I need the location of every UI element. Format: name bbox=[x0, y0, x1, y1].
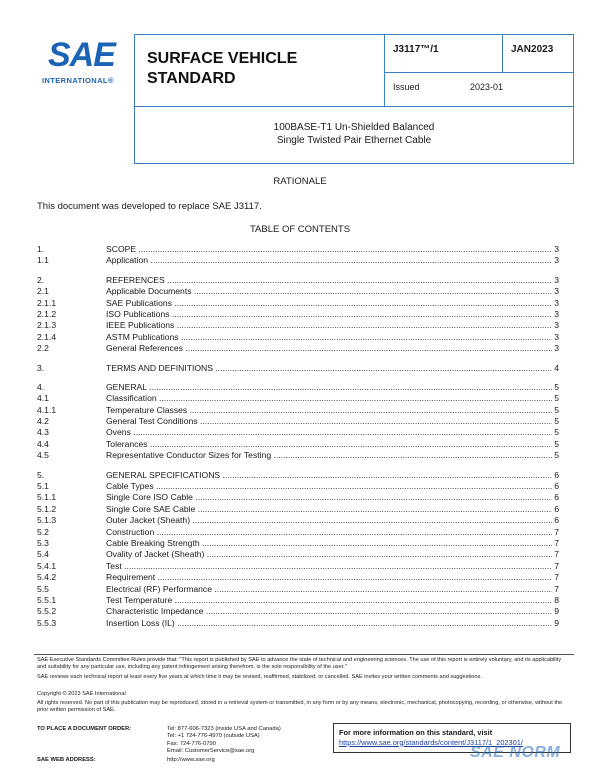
toc-entry-label: Electrical (RF) Performance ..... bbox=[106, 584, 553, 595]
toc-entry[interactable] bbox=[37, 320, 559, 331]
toc-entry-number: 4.5 bbox=[37, 450, 49, 461]
toc-heading: TABLE OF CONTENTS bbox=[249, 224, 351, 235]
toc-entry[interactable] bbox=[37, 584, 559, 595]
toc-entry-page: 6 bbox=[554, 492, 559, 503]
watermark-logo: SAE NORM bbox=[470, 744, 561, 761]
toc-entry-number: 4.1.1 bbox=[37, 404, 57, 415]
toc-entry[interactable] bbox=[37, 332, 559, 343]
toc-entry-page: 6 bbox=[554, 503, 559, 514]
toc-entry[interactable] bbox=[37, 363, 559, 374]
toc-entry-number: 2.2 bbox=[37, 343, 49, 354]
toc-entry[interactable] bbox=[37, 538, 559, 549]
toc-entry-page: 5 bbox=[554, 450, 559, 461]
toc-entry-label: IEEE Publications ..... bbox=[106, 320, 553, 331]
toc-entry[interactable] bbox=[37, 244, 559, 255]
toc-entry-label: Application ..... bbox=[106, 255, 553, 266]
toc-entry-number: 5.1 bbox=[37, 481, 49, 492]
toc-entry-page: 5 bbox=[554, 381, 559, 392]
toc-entry-page: 9 bbox=[554, 606, 559, 617]
toc-entry-label: ASTM Publications ..... bbox=[106, 332, 553, 343]
toc-entry[interactable] bbox=[37, 255, 559, 266]
toc-entry-page: 5 bbox=[554, 393, 559, 404]
toc-entry-page: 5 bbox=[554, 438, 559, 449]
table-of-contents bbox=[37, 244, 559, 629]
toc-entry[interactable] bbox=[37, 492, 559, 503]
toc-entry[interactable] bbox=[37, 427, 559, 438]
toc-entry[interactable] bbox=[37, 416, 559, 427]
toc-entry-label: SCOPE ..... bbox=[106, 244, 553, 255]
toc-entry-page: 3 bbox=[554, 308, 559, 319]
toc-entry-label: REFERENCES ..... bbox=[106, 275, 553, 286]
toc-entry-number: 2.1.3 bbox=[37, 320, 57, 331]
toc-entry[interactable] bbox=[37, 450, 559, 461]
toc-entry[interactable] bbox=[37, 549, 559, 560]
toc-entry-number: 2.1.1 bbox=[37, 297, 57, 308]
toc-entry-page: 3 bbox=[554, 244, 559, 254]
issued-value: 2023-01 bbox=[470, 82, 504, 92]
rationale-text: This document was developed to replace SAE J3117. bbox=[37, 201, 262, 212]
document-date: JAN2023 bbox=[503, 35, 573, 73]
toc-entry[interactable] bbox=[37, 561, 559, 572]
committee-rules-text: SAE Executive Standards Committee Rules provide that: "This report is published by SAE to advance the state of technical and engineering sciences. The use of this report is entirely voluntary, and its applicability and suitability for any particular use, including any patent infringement arising therefrom, is the sole responsibility of the user." bbox=[37, 657, 562, 671]
toc-entry[interactable] bbox=[37, 393, 559, 404]
toc-entry-number: 5.3 bbox=[37, 537, 49, 548]
toc-entry-number: 4.3 bbox=[37, 427, 49, 438]
order-email: Email: CustomerService@sae.org bbox=[167, 747, 255, 754]
toc-entry[interactable] bbox=[37, 275, 559, 286]
toc-entry-page: 4 bbox=[554, 362, 559, 373]
toc-entry-number: 1.1 bbox=[37, 255, 49, 266]
document-title bbox=[135, 107, 573, 163]
header-table bbox=[134, 34, 574, 164]
toc-entry[interactable] bbox=[37, 606, 559, 617]
toc-entry-number: 5.2 bbox=[37, 526, 49, 537]
toc-entry[interactable] bbox=[37, 618, 559, 629]
logo-text: SAE bbox=[48, 36, 115, 74]
web-address-link[interactable]: http://www.sae.org bbox=[167, 757, 215, 763]
toc-entry-number: 4.1 bbox=[37, 393, 49, 404]
toc-entry-page: 3 bbox=[554, 343, 559, 354]
toc-entry-number: 5.1.2 bbox=[37, 503, 57, 514]
standard-type-cell bbox=[135, 35, 385, 107]
toc-entry[interactable] bbox=[37, 439, 559, 450]
logo-subtext: INTERNATIONAL® bbox=[42, 76, 114, 85]
toc-entry-number: 5.4.2 bbox=[37, 572, 57, 583]
toc-entry-page: 5 bbox=[554, 427, 559, 438]
toc-entry-page: 3 bbox=[554, 331, 559, 342]
toc-entry[interactable] bbox=[37, 343, 559, 354]
toc-entry-number: 2.1.4 bbox=[37, 331, 57, 342]
toc-entry-page: 3 bbox=[554, 274, 559, 285]
toc-entry-number: 3. bbox=[37, 362, 45, 373]
toc-entry-number: 2.1 bbox=[37, 286, 49, 297]
toc-entry[interactable] bbox=[37, 298, 559, 309]
order-label: TO PLACE A DOCUMENT ORDER: bbox=[37, 726, 132, 732]
toc-entry-page: 5 bbox=[554, 416, 559, 427]
toc-entry[interactable] bbox=[37, 382, 559, 393]
toc-entry[interactable] bbox=[37, 527, 559, 538]
issued-label: Issued bbox=[393, 82, 420, 92]
toc-entry[interactable] bbox=[37, 595, 559, 606]
toc-entry[interactable] bbox=[37, 286, 559, 297]
standard-type-line1: SURFACE VEHICLE bbox=[147, 50, 298, 67]
toc-entry-number: 5.5.3 bbox=[37, 617, 57, 628]
standard-type-line2: STANDARD bbox=[147, 70, 236, 87]
toc-entry-page: 7 bbox=[554, 549, 559, 560]
order-tel1: Tel: 877-606-7323 (inside USA and Canada) bbox=[167, 726, 281, 732]
copyright-text: Copyright © 2023 SAE International bbox=[37, 691, 126, 697]
toc-entry[interactable] bbox=[37, 504, 559, 515]
toc-entry-label: Single Core SAE Cable ..... bbox=[106, 504, 553, 515]
order-tel2: Tel: +1 724-776-4970 (outside USA) bbox=[167, 733, 260, 740]
toc-entry-label: Cable Types ..... bbox=[106, 481, 553, 492]
toc-entry-label: Insertion Loss (IL) ..... bbox=[106, 618, 553, 629]
toc-entry-page: 6 bbox=[554, 515, 559, 526]
toc-entry-label: Cable Breaking Strength ..... bbox=[106, 538, 553, 549]
toc-entry-number: 4.2 bbox=[37, 416, 49, 427]
toc-entry-page: 6 bbox=[554, 481, 559, 492]
toc-entry-number: 5.4 bbox=[37, 549, 49, 560]
rights-text: All rights reserved. No part of this publication may be reproduced, stored in a retrieval system or transmitted, in any form or by any means, electronic, mechanical, photocopying, recording, or otherwise, without the prior written permission of SAE. bbox=[37, 700, 563, 714]
toc-entry-label: Construction ..... bbox=[106, 527, 553, 538]
document-title-line1: 100BASE-T1 Un-Shielded Balanced bbox=[273, 122, 435, 133]
toc-entry-page: 7 bbox=[554, 572, 559, 583]
toc-entry-label: GENERAL SPECIFICATIONS ..... bbox=[106, 470, 553, 481]
toc-entry-label: Ovens ..... bbox=[106, 427, 553, 438]
toc-entry-label: General Test Conditions ..... bbox=[106, 416, 553, 427]
toc-entry-label: Single Core ISO Cable ..... bbox=[106, 492, 553, 503]
toc-entry-number: 5.5.2 bbox=[37, 606, 57, 617]
toc-entry-number: 5. bbox=[37, 469, 45, 480]
more-info-link[interactable]: https://www.sae.org/standards/content/J3117/1_202301/ bbox=[339, 737, 523, 747]
toc-entry-label: Representative Conductor Sizes for Testing ..... bbox=[106, 450, 553, 461]
toc-entry-label: Applicable Documents ..... bbox=[106, 286, 553, 297]
toc-entry-page: 9 bbox=[554, 617, 559, 628]
toc-entry-label: Test ..... bbox=[106, 561, 553, 572]
review-text: SAE reviews each technical report at least every five years at which time it may be revised, reaffirmed, stabilized, or cancelled. SAE invites your written comments and suggestions. bbox=[37, 674, 482, 680]
toc-entry-label: TERMS AND DEFINITIONS ..... bbox=[106, 363, 553, 374]
toc-entry-label: SAE Publications ..... bbox=[106, 298, 553, 309]
toc-entry-label: Ovality of Jacket (Sheath) ..... bbox=[106, 549, 553, 560]
toc-entry-label: Outer Jacket (Sheath) ..... bbox=[106, 515, 553, 526]
toc-entry-number: 2. bbox=[37, 274, 45, 285]
toc-entry-page: 3 bbox=[554, 286, 559, 297]
toc-entry-page: 6 bbox=[554, 469, 559, 480]
toc-entry-number: 5.5.1 bbox=[37, 594, 57, 605]
more-info-title: For more information on this standard, visit bbox=[339, 728, 493, 737]
toc-entry[interactable] bbox=[37, 470, 559, 481]
toc-entry-number: 5.1.3 bbox=[37, 515, 57, 526]
toc-entry-number: 1. bbox=[37, 244, 45, 254]
toc-entry-label: ISO Publications ..... bbox=[106, 309, 553, 320]
toc-entry-label: Test Temperature ..... bbox=[106, 595, 553, 606]
toc-entry-page: 7 bbox=[554, 583, 559, 594]
toc-entry-number: 5.1.1 bbox=[37, 492, 57, 503]
toc-entry-label: GENERAL ..... bbox=[106, 382, 553, 393]
document-header bbox=[34, 34, 574, 164]
toc-entry[interactable] bbox=[37, 481, 559, 492]
toc-entry-label: Tolerances ..... bbox=[106, 439, 553, 450]
toc-entry-page: 3 bbox=[554, 297, 559, 308]
toc-entry-label: Temperature Classes ..... bbox=[106, 405, 553, 416]
toc-entry-page: 7 bbox=[554, 537, 559, 548]
toc-entry-number: 2.1.2 bbox=[37, 308, 57, 319]
toc-entry-page: 7 bbox=[554, 560, 559, 571]
rationale-heading: RATIONALE bbox=[273, 176, 327, 187]
toc-entry-page: 5 bbox=[554, 404, 559, 415]
toc-entry-page: 7 bbox=[554, 526, 559, 537]
order-fax: Fax: 724-776-0790 bbox=[167, 740, 216, 747]
toc-entry[interactable] bbox=[37, 572, 559, 583]
toc-entry-number: 4. bbox=[37, 381, 45, 392]
toc-entry-number: 5.5 bbox=[37, 583, 49, 594]
footer-divider bbox=[34, 654, 574, 655]
toc-entry-label: Requirement ..... bbox=[106, 572, 553, 583]
toc-entry-label: General References ..... bbox=[106, 343, 553, 354]
toc-entry-page: 3 bbox=[554, 255, 559, 266]
web-address-label: SAE WEB ADDRESS: bbox=[37, 757, 96, 763]
toc-entry[interactable] bbox=[37, 405, 559, 416]
toc-entry-label: Classification ..... bbox=[106, 393, 553, 404]
toc-entry-number: 5.4.1 bbox=[37, 560, 57, 571]
toc-entry-label: Characteristic Impedance ..... bbox=[106, 606, 553, 617]
toc-entry[interactable] bbox=[37, 515, 559, 526]
toc-entry[interactable] bbox=[37, 309, 559, 320]
issued-cell bbox=[385, 73, 573, 107]
toc-entry-page: 3 bbox=[554, 320, 559, 331]
document-number: J3117™/1 bbox=[385, 35, 503, 73]
toc-entry-number: 4.4 bbox=[37, 438, 49, 449]
sae-logo bbox=[34, 34, 134, 104]
document-title-line2: Single Twisted Pair Ethernet Cable bbox=[276, 135, 432, 146]
toc-entry-page: 8 bbox=[554, 594, 559, 605]
